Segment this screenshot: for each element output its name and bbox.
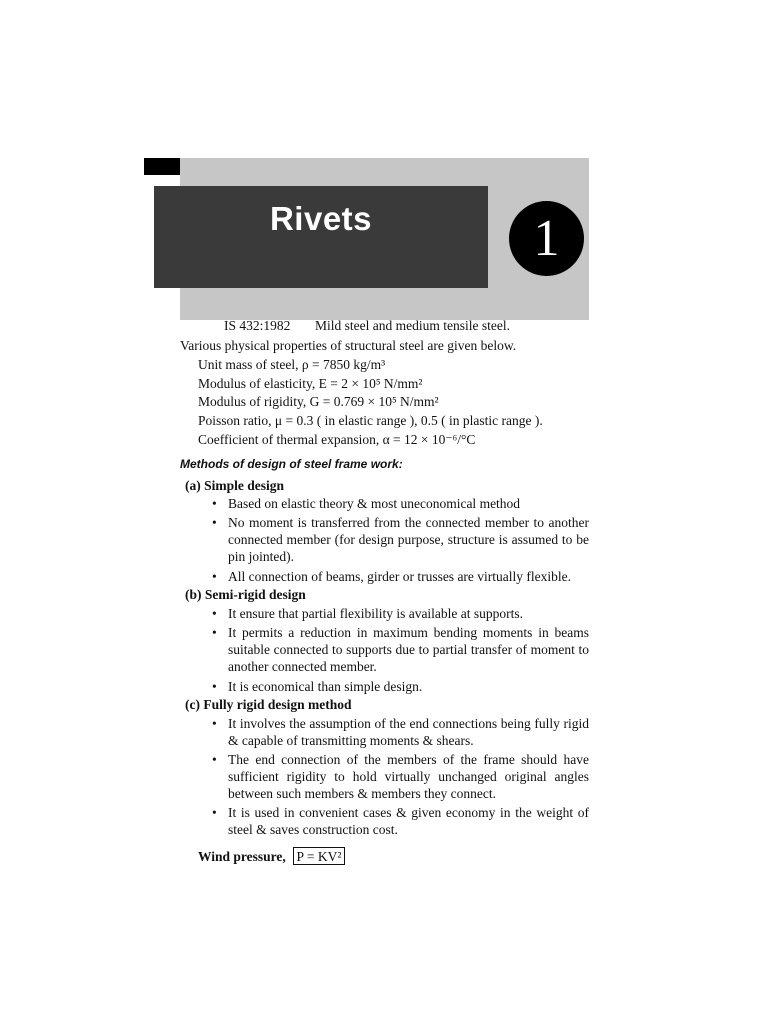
chapter-number-badge: [509, 201, 584, 276]
bullet-marker: •: [212, 679, 217, 694]
methods-heading: Methods of design of steel frame work:: [180, 457, 403, 471]
list-item: It permits a reduction in maximum bending moments in beams suitable connected to supports due to partial transfer of moment to another connected member.: [228, 625, 589, 674]
section-label-b: (b) Semi-rigid design: [185, 587, 306, 602]
property-line: Modulus of rigidity, G = 0.769 × 10⁵ N/mm²: [198, 394, 439, 409]
chapter-number: 1: [533, 209, 560, 267]
wind-pressure-formula: P = KV²: [293, 847, 345, 865]
list-item: All connection of beams, girder or trusses are virtually flexible.: [228, 569, 572, 584]
bullet-marker: •: [212, 569, 217, 584]
wind-pressure-label: Wind pressure,: [198, 849, 286, 864]
standard-description: Mild steel and medium tensile steel.: [315, 318, 510, 333]
list-item: It is economical than simple design.: [228, 679, 423, 694]
list-item: No moment is transferred from the connected member to another connected member (for design purpose, structure is assumed to be pin jointed).: [228, 515, 589, 564]
properties-intro: Various physical properties of structural steel are given below.: [180, 338, 517, 353]
section-label-a: (a) Simple design: [185, 478, 285, 493]
list-item: It involves the assumption of the end connections being fully rigid & capable of transmitting moments & shears.: [228, 716, 589, 748]
section-label-c: (c) Fully rigid design method: [185, 697, 352, 712]
list-item: It ensure that partial flexibility is available at supports.: [228, 606, 524, 621]
bullet-marker: •: [212, 606, 217, 621]
bullet-marker: •: [212, 515, 217, 530]
header-black-tab: [144, 158, 180, 175]
bullet-marker: •: [212, 625, 217, 640]
property-line: Coefficient of thermal expansion, α = 12 × 10⁻⁶/°C: [198, 432, 476, 447]
bullet-marker: •: [212, 716, 217, 731]
bullet-marker: •: [212, 752, 217, 767]
property-line: Modulus of elasticity, E = 2 × 10⁵ N/mm²: [198, 376, 423, 391]
list-item: Based on elastic theory & most uneconomical method: [228, 496, 521, 511]
property-line: Poisson ratio, μ = 0.3 ( in elastic range ), 0.5 ( in plastic range ).: [198, 413, 543, 428]
property-line: Unit mass of steel, ρ = 7850 kg/m³: [198, 357, 386, 372]
chapter-title: Rivets: [269, 200, 373, 237]
list-item: It is used in convenient cases & given economy in the weight of steel & saves construction cost.: [228, 805, 589, 837]
bullet-marker: •: [212, 805, 217, 820]
list-item: The end connection of the members of the frame should have sufficient rigidity to hold virtually unchanged original angles between such members & members they connect.: [228, 752, 589, 801]
chapter-title-box: [154, 186, 488, 288]
standard-code: IS 432:1982: [224, 318, 291, 333]
bullet-marker: •: [212, 496, 217, 511]
